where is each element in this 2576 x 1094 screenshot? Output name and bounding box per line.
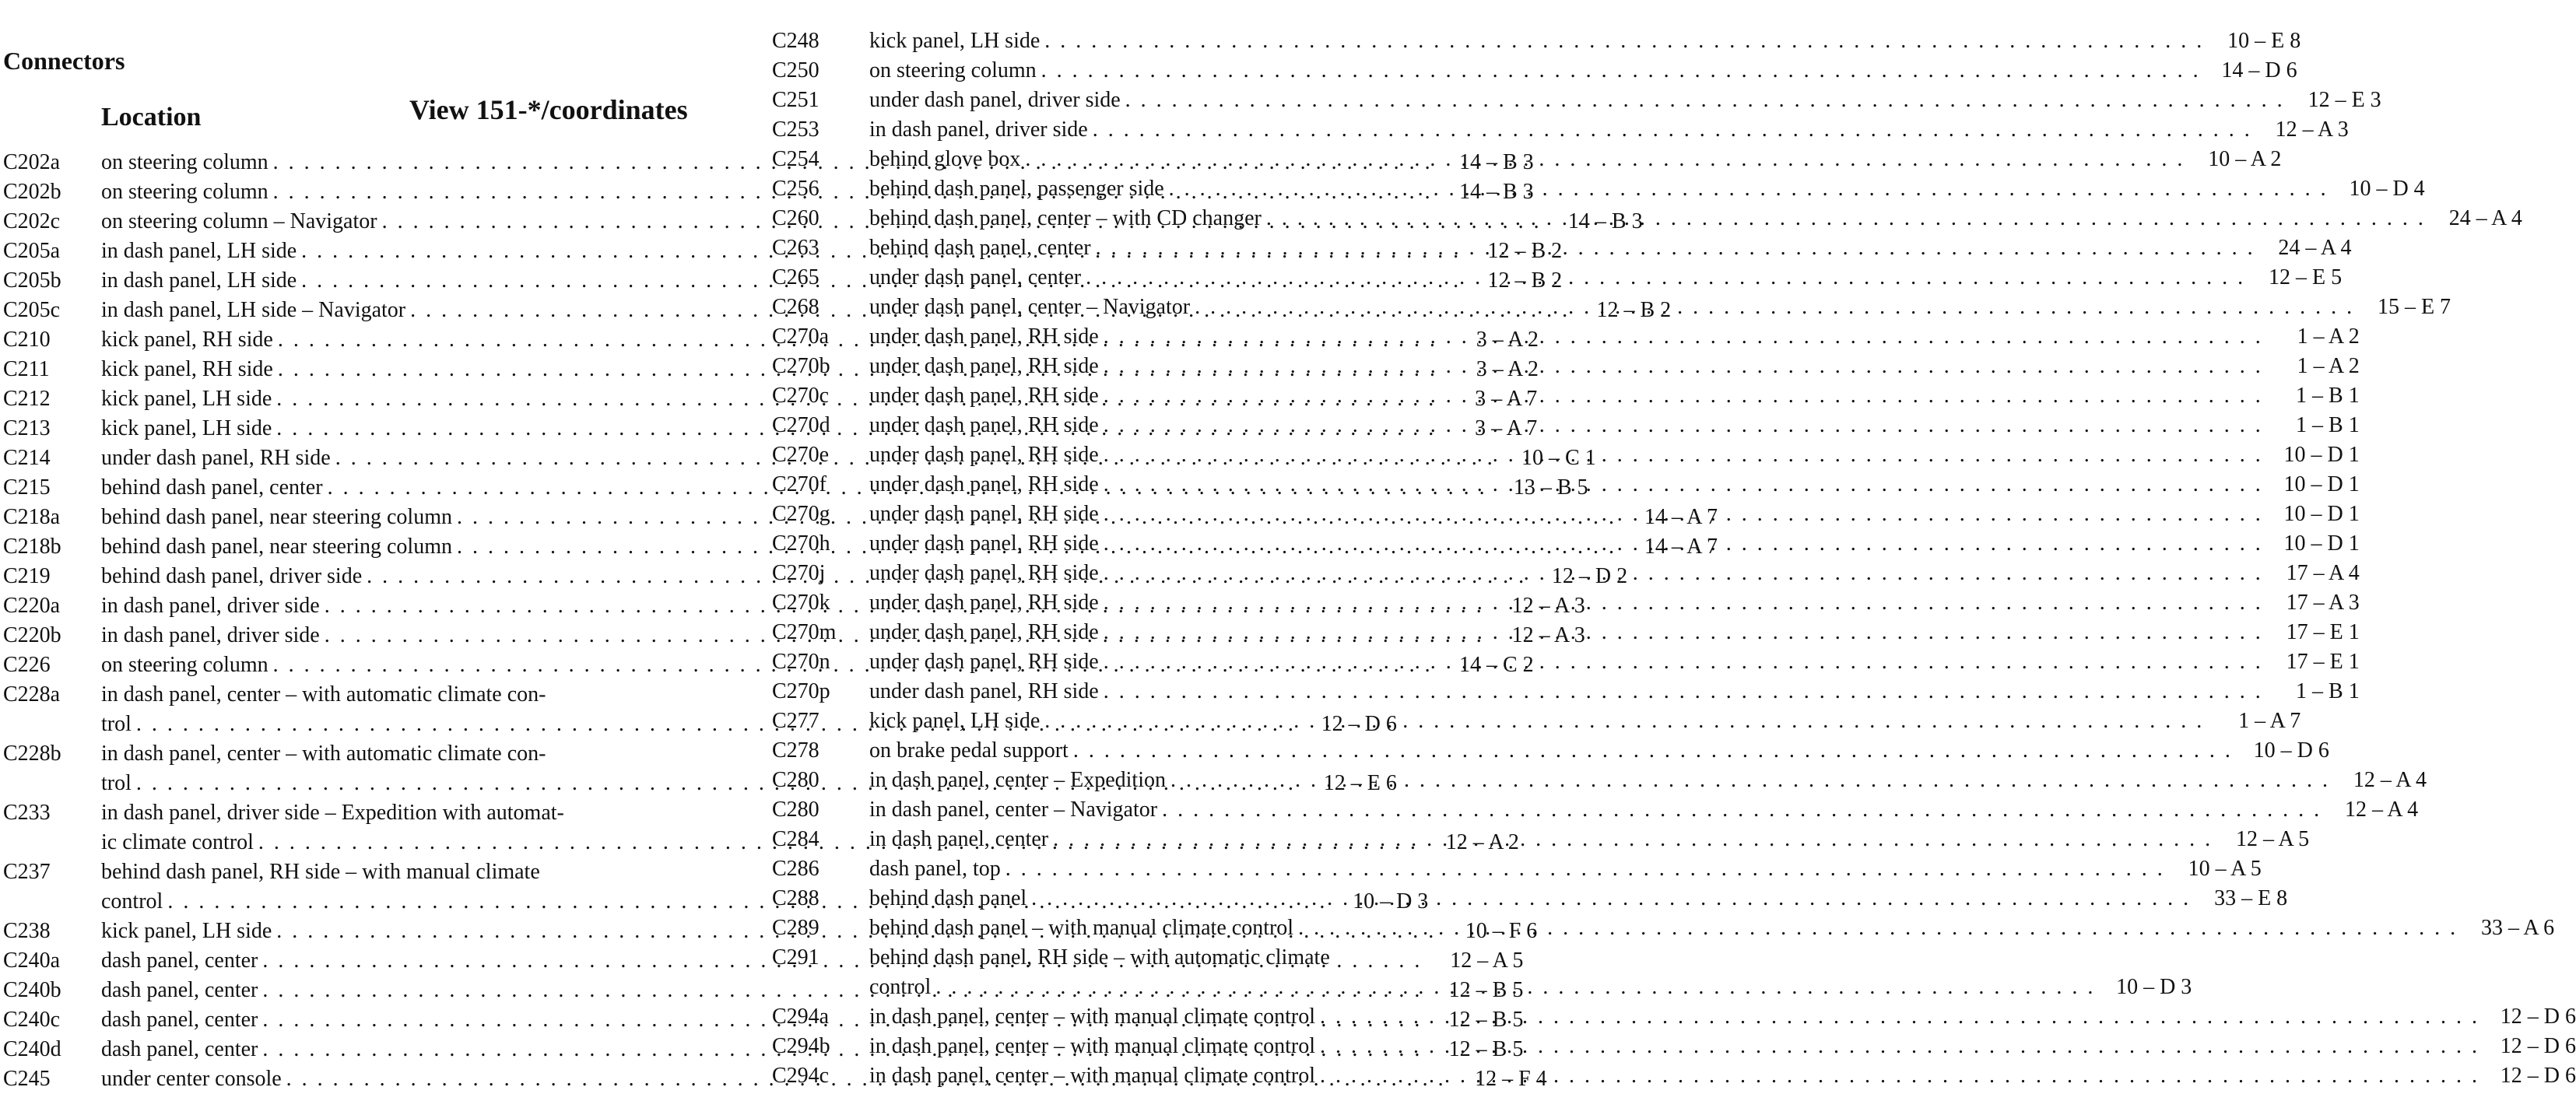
dot-leader: [1320, 1032, 2479, 1061]
connector-id: C253: [772, 117, 819, 142]
connector-location: under dash panel, RH side: [869, 620, 1099, 644]
connector-id: C218b: [3, 535, 61, 559]
connector-location: in dash panel, center – Expedition: [869, 768, 1166, 792]
connector-id: C251: [772, 88, 819, 112]
connector-row: [772, 795, 2419, 825]
dot-leader: [1104, 411, 2263, 440]
connector-location: in dash panel, center – with manual climate control: [869, 1034, 1316, 1058]
connector-coordinates: 10 – C 1: [1521, 446, 1596, 470]
connector-coordinates: 1 – A 2: [2297, 354, 2360, 378]
connector-id: C284: [772, 827, 819, 851]
connector-location: on brake pedal support: [869, 738, 1069, 763]
connector-coordinates: 12 – D 6: [2500, 1005, 2576, 1029]
connector-location: under dash panel, RH side: [101, 446, 331, 470]
dot-leader: [1320, 1061, 2479, 1091]
connector-location: in dash panel, center – Navigator: [869, 798, 1158, 822]
connector-location: on steering column: [101, 180, 268, 204]
connector-id: C277: [772, 709, 819, 733]
connector-coordinates: 12 – D 6: [1321, 712, 1397, 736]
connector-coordinates: 12 – A 4: [2344, 798, 2419, 822]
connector-coordinates: 17 – E 1: [2286, 620, 2360, 644]
connector-row: [772, 56, 2297, 86]
connector-id: C213: [3, 416, 51, 440]
connector-location: ic climate control: [101, 830, 254, 854]
connector-row: [772, 825, 2310, 854]
connector-location: under dash panel, center: [869, 265, 1082, 289]
connector-coordinates: 10 – F 6: [1465, 919, 1538, 943]
connector-location: control: [869, 975, 932, 999]
connector-id: C202c: [3, 209, 61, 233]
connector-id: C270j: [772, 561, 826, 585]
connector-id: C228b: [3, 742, 61, 766]
dot-leader: [1104, 352, 2263, 381]
connector-location: on steering column: [101, 653, 268, 677]
connector-id: C220b: [3, 623, 61, 647]
connector-location: kick panel, LH side: [869, 709, 1041, 733]
connector-id: C270a: [772, 324, 830, 349]
dot-leader: [1104, 440, 2263, 470]
dot-leader: [1093, 115, 2252, 145]
connector-coordinates: 24 – A 4: [2448, 206, 2522, 230]
connector-id: C294b: [772, 1034, 830, 1058]
connector-coordinates: 12 – B 2: [1487, 239, 1563, 263]
connector-id: C260: [772, 206, 819, 230]
connector-id: C270g: [772, 502, 830, 526]
connector-location: in dash panel, center: [869, 827, 1049, 851]
connector-coordinates: 33 – E 8: [2214, 886, 2288, 910]
connector-coordinates: 12 – A 3: [1511, 623, 1585, 647]
dot-leader: [1125, 86, 2285, 115]
connector-coordinates: 3 – A 2: [1476, 357, 1539, 381]
connector-coordinates: 10 – D 6: [2253, 738, 2329, 763]
connector-id: C254: [772, 147, 819, 171]
connector-coordinates: 12 – A 5: [2235, 827, 2310, 851]
connector-id: C233: [3, 801, 51, 825]
connector-coordinates: 12 – A 5: [1450, 948, 1524, 973]
connector-id: C218a: [3, 505, 61, 529]
connector-coordinates: 12 – A 4: [2353, 768, 2427, 792]
page-title: Connectors: [3, 47, 125, 75]
connector-coordinates: 14 – B 3: [1458, 180, 1534, 204]
dot-leader: [1104, 559, 2263, 588]
connector-location: under dash panel, RH side: [869, 413, 1099, 437]
connector-coordinates: 10 – D 1: [2283, 531, 2360, 556]
connector-location: under dash panel, RH side: [869, 679, 1099, 703]
connector-location: behind dash panel: [869, 886, 1027, 910]
connector-location: kick panel, LH side: [869, 29, 1041, 53]
connector-coordinates: 10 – D 1: [2283, 472, 2360, 496]
connector-location: in dash panel, driver side: [101, 623, 320, 647]
connector-row: [772, 26, 2301, 56]
connector-id: C245: [3, 1067, 51, 1091]
dot-leader: [1170, 766, 2330, 795]
connector-location: under dash panel, driver side: [869, 88, 1121, 112]
dot-leader: [1104, 647, 2263, 677]
dot-leader: [1044, 707, 2204, 736]
connector-coordinates: 10 – E 8: [2227, 29, 2301, 53]
connector-id: C291: [772, 945, 819, 970]
connector-location: under dash panel, RH side: [869, 384, 1099, 408]
connector-id: C219: [3, 564, 51, 588]
connector-id: C202a: [3, 150, 61, 174]
connector-coordinates: 12 – E 5: [2269, 265, 2343, 289]
connector-id: C289: [772, 916, 819, 940]
connector-id: C270h: [772, 531, 830, 556]
dot-leader: [935, 973, 2095, 1002]
connector-id: C270n: [772, 650, 830, 674]
connector-location: behind dash panel, center – with CD changer: [869, 206, 1262, 230]
connector-location: dash panel, center: [101, 978, 258, 1002]
connector-coordinates: 3 – A 7: [1475, 416, 1538, 440]
connector-id: C240c: [3, 1008, 61, 1032]
connector-row: [772, 115, 2349, 145]
connector-coordinates: 1 – A 7: [2238, 709, 2301, 733]
connector-location: under dash panel, RH side: [869, 502, 1099, 526]
dot-leader: [1104, 322, 2263, 352]
dot-leader: [1104, 500, 2263, 529]
connector-row: [772, 766, 2427, 795]
connector-id: C228a: [3, 682, 61, 707]
dot-leader: [1104, 470, 2263, 500]
connector-row: [772, 884, 2288, 913]
connector-coordinates: 12 – B 2: [1596, 298, 1672, 322]
connector-id: C240b: [3, 978, 61, 1002]
connector-id: C294a: [772, 1005, 830, 1029]
connector-id: C214: [3, 446, 51, 470]
dot-leader: [1073, 736, 2233, 766]
connector-location: trol: [101, 712, 132, 736]
connector-id: C278: [772, 738, 819, 763]
dot-leader: [1104, 588, 2263, 618]
dot-leader: [1104, 529, 2263, 559]
connector-coordinates: 14 – C 2: [1458, 653, 1534, 677]
connector-location: behind dash panel, driver side: [101, 564, 363, 588]
connector-row: [772, 677, 2360, 707]
connector-coordinates: 14 – A 7: [1644, 535, 1718, 559]
connector-id: C240a: [3, 948, 61, 973]
dot-leader: [1298, 913, 2458, 943]
connector-id: C237: [3, 860, 51, 884]
dot-leader: [1025, 145, 2185, 174]
connector-coordinates: 10 – D 1: [2283, 443, 2360, 467]
connector-id: C280: [772, 768, 819, 792]
connector-id: C226: [3, 653, 51, 677]
connector-location: in dash panel, driver side: [869, 117, 1088, 142]
connector-coordinates: 12 – A 3: [1511, 594, 1585, 618]
connector-location: in dash panel, driver side: [101, 594, 320, 618]
connector-location: on steering column – Navigator: [101, 209, 377, 233]
connector-location: under center console: [101, 1067, 282, 1091]
connector-location: under dash panel, RH side: [869, 591, 1099, 615]
connector-row: [772, 736, 2329, 766]
connector-location: behind glove box: [869, 147, 1021, 171]
connector-id: C205b: [3, 268, 61, 293]
dot-leader: [1005, 854, 2165, 884]
connector-coordinates: 3 – A 2: [1476, 328, 1539, 352]
connector-location: kick panel, LH side: [101, 919, 272, 943]
connector-coordinates: 17 – E 1: [2286, 650, 2360, 674]
connector-id: C215: [3, 475, 51, 500]
connector-location: kick panel, LH side: [101, 387, 272, 411]
connector-id: C238: [3, 919, 51, 943]
connector-location: behind dash panel, near steering column: [101, 535, 452, 559]
connector-location: in dash panel, LH side: [101, 239, 297, 263]
connector-id: C211: [3, 357, 50, 381]
connector-id: C270e: [772, 443, 830, 467]
connector-coordinates: 1 – A 2: [2297, 324, 2360, 349]
dot-leader: [1031, 884, 2191, 913]
dot-leader: [1320, 1002, 2479, 1032]
connector-id: C288: [772, 886, 819, 910]
connector-id: C270p: [772, 679, 830, 703]
connector-coordinates: 33 – A 6: [2480, 916, 2555, 940]
connector-id: C280: [772, 798, 819, 822]
connector-id: C205a: [3, 239, 61, 263]
connector-location: in dash panel, driver side – Expedition with automat-: [101, 801, 564, 825]
connector-coordinates: 10 – D 1: [2283, 502, 2360, 526]
dot-leader: [1169, 174, 2329, 204]
connector-coordinates: 1 – B 1: [2296, 679, 2360, 703]
connector-location: on steering column: [101, 150, 268, 174]
dot-leader: [1041, 56, 2201, 86]
connector-location: in dash panel, LH side – Navigator: [101, 298, 406, 322]
connector-coordinates: 12 – E 3: [2308, 88, 2381, 112]
connector-coordinates: 12 – B 2: [1487, 268, 1563, 293]
connector-location: behind dash panel, near steering column: [101, 505, 452, 529]
connector-coordinates: 17 – A 4: [2286, 561, 2360, 585]
connector-location: dash panel, center: [101, 1008, 258, 1032]
connector-row: [772, 86, 2381, 115]
connector-id: C270b: [772, 354, 830, 378]
connector-location: behind dash panel – with manual climate control: [869, 916, 1294, 940]
connector-coordinates: 3 – A 7: [1475, 387, 1538, 411]
connector-location: behind dash panel, RH side – with manual climate: [101, 860, 540, 884]
connector-id: C270k: [772, 591, 830, 615]
connector-location: behind dash panel, RH side – with automatic climate: [869, 945, 1330, 970]
connector-location: on steering column: [869, 58, 1037, 82]
connector-location: trol: [101, 771, 132, 795]
connector-location: under dash panel, RH side: [869, 354, 1099, 378]
dot-leader: [1195, 293, 2354, 322]
connector-coordinates: 24 – A 4: [2278, 236, 2352, 260]
connector-location: behind dash panel, passenger side: [869, 177, 1164, 201]
connector-id: C270c: [772, 384, 830, 408]
connector-coordinates: 10 – A 5: [2188, 857, 2262, 881]
connector-coordinates: 12 – D 6: [2500, 1064, 2576, 1088]
connector-coordinates: 1 – B 1: [2296, 413, 2360, 437]
connector-id: C202b: [3, 180, 61, 204]
connector-id: C248: [772, 29, 819, 53]
connector-id: C220a: [3, 594, 61, 618]
connector-id: C268: [772, 295, 819, 319]
connector-id: C270f: [772, 472, 826, 496]
connector-row: [772, 707, 2301, 736]
connector-coordinates: 10 – A 2: [2208, 147, 2282, 171]
connector-location: in dash panel, LH side: [101, 268, 297, 293]
connector-location: under dash panel, RH side: [869, 650, 1099, 674]
connector-location: in dash panel, center – with automatic climate con-: [101, 682, 546, 707]
dot-leader: [1266, 204, 2426, 233]
connector-coordinates: 14 – D 6: [2221, 58, 2297, 82]
connector-coordinates: 12 – A 3: [2275, 117, 2349, 142]
connector-location: dash panel, top: [869, 857, 1001, 881]
connector-location: under dash panel, RH side: [869, 561, 1099, 585]
dot-leader: [1044, 26, 2204, 56]
connector-id: C256: [772, 177, 819, 201]
connector-coordinates: 10 – D 3: [1353, 889, 1429, 913]
connector-id: C265: [772, 265, 819, 289]
connector-id: C294c: [772, 1064, 830, 1088]
connector-location: behind dash panel, center: [869, 236, 1091, 260]
connector-id: C263: [772, 236, 819, 260]
location-header: Location: [101, 103, 202, 131]
connector-coordinates: 10 – D 3: [2116, 975, 2192, 999]
connector-coordinates: 17 – A 3: [2286, 591, 2360, 615]
connector-location: under dash panel, RH side: [869, 531, 1099, 556]
connector-location: behind dash panel, center: [101, 475, 323, 500]
connector-location: under dash panel, RH side: [869, 443, 1099, 467]
connector-id: C205c: [3, 298, 61, 322]
connector-location: in dash panel, center – with manual climate control: [869, 1005, 1316, 1029]
connector-coordinates: 1 – B 1: [2296, 384, 2360, 408]
connector-location: in dash panel, center – with automatic climate con-: [101, 742, 546, 766]
connector-id: C250: [772, 58, 819, 82]
connector-location: dash panel, center: [101, 1037, 258, 1061]
connector-id: C212: [3, 387, 51, 411]
dot-leader: [1096, 233, 2255, 263]
connector-coordinates: 13 – B 5: [1513, 475, 1588, 500]
connector-coordinates: 15 – E 7: [2377, 295, 2451, 319]
connector-coordinates: 12 – B 5: [1448, 1008, 1524, 1032]
connector-row: [772, 854, 2262, 884]
view-coordinates-header: View 151-*/coordinates: [409, 94, 688, 125]
connector-id: C270m: [772, 620, 837, 644]
connector-coordinates: 14 – B 3: [1567, 209, 1643, 233]
connector-coordinates: 12 – E 6: [1323, 771, 1397, 795]
dot-leader: [1086, 263, 2245, 293]
connector-id: C286: [772, 857, 819, 881]
connector-coordinates: 12 – B 5: [1448, 1037, 1524, 1061]
dot-leader: [1053, 825, 2213, 854]
connector-location: kick panel, LH side: [101, 416, 272, 440]
connector-location: control: [101, 889, 163, 913]
connector-coordinates: 12 – B 5: [1448, 978, 1524, 1002]
dot-leader: [1104, 618, 2263, 647]
connector-id: C210: [3, 328, 51, 352]
connector-coordinates: 14 – B 3: [1458, 150, 1534, 174]
connector-coordinates: 12 – A 2: [1445, 830, 1519, 854]
connector-location: in dash panel, center – with manual climate control: [869, 1064, 1316, 1088]
connector-location: kick panel, RH side: [101, 357, 273, 381]
connector-id: C270d: [772, 413, 830, 437]
connector-id: C240d: [3, 1037, 61, 1061]
connector-location: dash panel, center: [101, 948, 258, 973]
connector-location: under dash panel, center – Navigator: [869, 295, 1191, 319]
dot-leader: [1162, 795, 2322, 825]
connector-coordinates: 10 – D 4: [2349, 177, 2425, 201]
dot-leader: [1104, 677, 2263, 707]
connector-location: kick panel, RH side: [101, 328, 273, 352]
connector-location: under dash panel, RH side: [869, 472, 1099, 496]
connector-coordinates: 12 – F 4: [1475, 1067, 1547, 1091]
connector-coordinates: 12 – D 6: [2500, 1034, 2576, 1058]
connector-location: under dash panel, RH side: [869, 324, 1099, 349]
dot-leader: [1104, 381, 2263, 411]
connector-coordinates: 12 – D 2: [1551, 564, 1628, 588]
connector-coordinates: 14 – A 7: [1644, 505, 1718, 529]
